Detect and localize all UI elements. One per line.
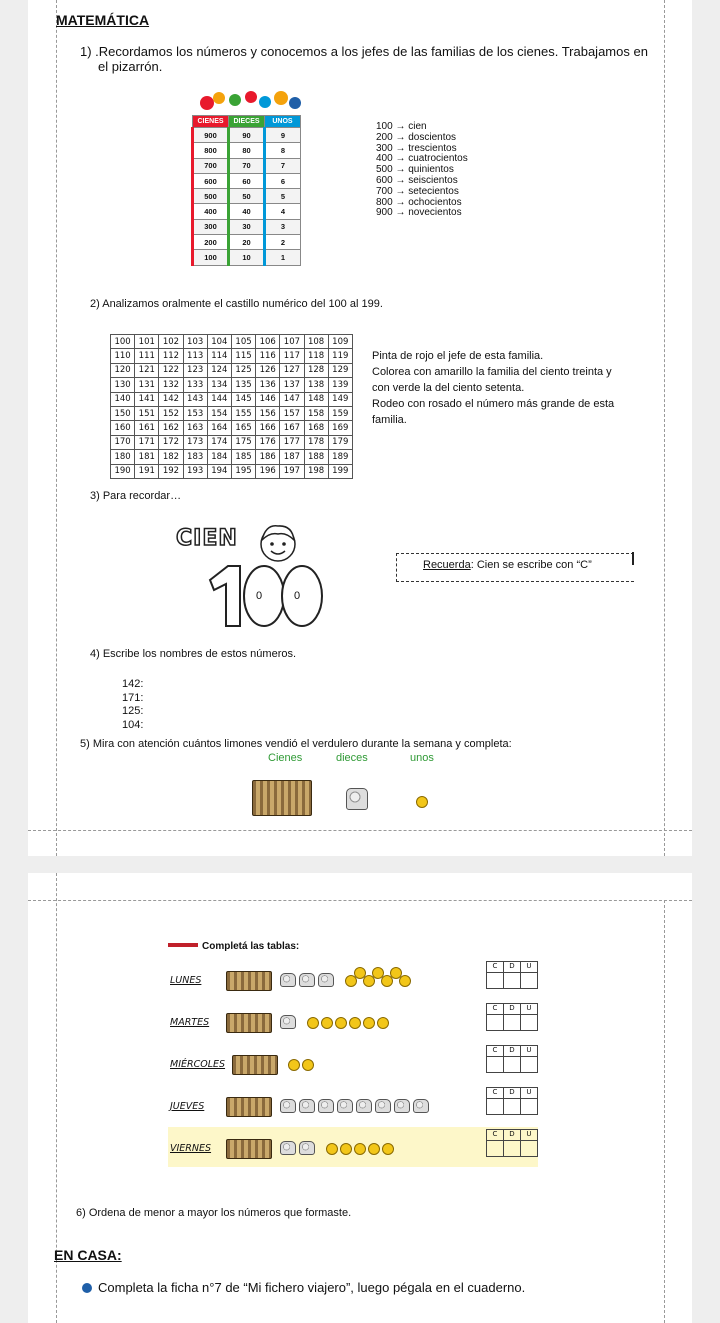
day-label: MIÉRCOLES bbox=[170, 1059, 226, 1070]
day-label: MARTES bbox=[170, 1017, 210, 1028]
lemon-icon bbox=[321, 1017, 333, 1029]
cdu-header: D bbox=[503, 1088, 520, 1099]
lemon-icon bbox=[302, 1059, 314, 1071]
instruction-line: Rodeo con rosado el número más grande de esta bbox=[372, 398, 615, 410]
abacus-cell: 700 bbox=[193, 158, 229, 173]
castle-row bbox=[111, 435, 353, 449]
pencil-icon bbox=[168, 943, 198, 947]
castle-cell[interactable]: 140 bbox=[111, 392, 135, 406]
castle-row bbox=[111, 335, 353, 349]
castle-cell[interactable]: 174 bbox=[207, 435, 231, 449]
question-2-instructions bbox=[372, 348, 614, 428]
castle-cell[interactable]: 167 bbox=[280, 421, 304, 435]
castle-cell[interactable]: 141 bbox=[135, 392, 159, 406]
castle-cell[interactable]: 197 bbox=[280, 464, 304, 478]
abacus-cell: 800 bbox=[193, 143, 229, 158]
castle-cell[interactable]: 178 bbox=[304, 435, 328, 449]
abacus-cell: 50 bbox=[229, 189, 265, 204]
lemon-bag-icon bbox=[318, 973, 334, 987]
lemon-bag-icon bbox=[280, 1015, 296, 1029]
cdu-answer-cell[interactable] bbox=[503, 973, 520, 989]
abacus-table bbox=[191, 115, 301, 266]
castle-cell[interactable]: 163 bbox=[183, 421, 207, 435]
castle-cell[interactable]: 106 bbox=[256, 335, 280, 349]
abacus-row bbox=[193, 204, 301, 219]
cdu-header: C bbox=[487, 1130, 504, 1141]
lemon-icon bbox=[288, 1059, 300, 1071]
abacus-cell: 90 bbox=[229, 128, 265, 143]
castle-cell[interactable]: 164 bbox=[207, 421, 231, 435]
abacus-cell: 200 bbox=[193, 235, 229, 250]
day-row bbox=[168, 1043, 538, 1083]
lemon-bag-icon bbox=[375, 1099, 391, 1113]
hundred-name: 300 → trescientos bbox=[376, 142, 457, 154]
decorative-beads-icon bbox=[191, 88, 305, 114]
cdu-answer-cell[interactable] bbox=[487, 973, 504, 989]
castle-cell[interactable]: 188 bbox=[304, 450, 328, 464]
abacus-row bbox=[193, 158, 301, 173]
castle-cell[interactable]: 192 bbox=[159, 464, 183, 478]
cdu-header: U bbox=[520, 1046, 537, 1057]
cdu-table bbox=[486, 961, 538, 989]
abacus-cell: 500 bbox=[193, 189, 229, 204]
castle-cell[interactable]: 107 bbox=[280, 335, 304, 349]
castle-cell[interactable]: 149 bbox=[328, 392, 352, 406]
castle-cell[interactable]: 135 bbox=[231, 378, 255, 392]
instruction-line: con verde la del ciento setenta. bbox=[372, 382, 525, 394]
cdu-header: C bbox=[487, 1004, 504, 1015]
lemon-bag-icon bbox=[280, 973, 296, 987]
hundred-name: 800 → ochocientos bbox=[376, 196, 462, 208]
abacus-row bbox=[193, 219, 301, 234]
day-row bbox=[168, 1001, 538, 1041]
castle-cell[interactable]: 194 bbox=[207, 464, 231, 478]
castle-cell[interactable]: 155 bbox=[231, 406, 255, 420]
day-label: VIERNES bbox=[170, 1143, 212, 1154]
castle-cell[interactable]: 139 bbox=[328, 378, 352, 392]
zero-label-2: 0 bbox=[294, 590, 301, 602]
cien-illustration bbox=[176, 520, 316, 632]
castle-row bbox=[111, 392, 353, 406]
instruction-line: Colorea con amarillo la familia del ciento treinta y bbox=[372, 366, 612, 378]
castle-cell[interactable]: 198 bbox=[304, 464, 328, 478]
hundred-name: 200 → doscientos bbox=[376, 131, 457, 143]
lemon-icon bbox=[307, 1017, 319, 1029]
castle-cell[interactable]: 175 bbox=[231, 435, 255, 449]
castle-cell[interactable]: 143 bbox=[183, 392, 207, 406]
castle-cell[interactable]: 165 bbox=[231, 421, 255, 435]
lemon-bag-icon bbox=[318, 1099, 334, 1113]
castle-row bbox=[111, 450, 353, 464]
abacus-cell: 8 bbox=[265, 143, 301, 158]
castle-cell[interactable]: 157 bbox=[280, 406, 304, 420]
abacus-cell: 30 bbox=[229, 219, 265, 234]
castle-cell[interactable]: 196 bbox=[256, 464, 280, 478]
lemon-icon bbox=[335, 1017, 347, 1029]
castle-cell[interactable]: 129 bbox=[328, 363, 352, 377]
lemon-icon bbox=[382, 1143, 394, 1155]
cdu-table bbox=[486, 1003, 538, 1031]
top-margin-line bbox=[28, 900, 692, 901]
hundreds-names-list bbox=[376, 122, 468, 219]
question-5-text: 5) Mira con atención cuántos limones vendió el verdulero durante la semana y completa: bbox=[80, 738, 512, 750]
castle-row bbox=[111, 378, 353, 392]
castle-cell[interactable]: 109 bbox=[328, 335, 352, 349]
abacus-illustration bbox=[191, 88, 305, 270]
castle-cell[interactable]: 185 bbox=[231, 450, 255, 464]
day-row bbox=[168, 959, 538, 999]
day-row bbox=[168, 1127, 538, 1167]
castle-cell[interactable]: 142 bbox=[159, 392, 183, 406]
castle-cell[interactable]: 121 bbox=[135, 363, 159, 377]
castle-cell[interactable]: 158 bbox=[304, 406, 328, 420]
margin-line-right bbox=[664, 0, 665, 856]
castle-cell[interactable]: 148 bbox=[304, 392, 328, 406]
castle-cell[interactable]: 173 bbox=[183, 435, 207, 449]
abacus-row bbox=[193, 235, 301, 250]
castle-cell[interactable]: 147 bbox=[280, 392, 304, 406]
lemon-crate-icon bbox=[226, 1139, 272, 1159]
lemon-bag-icon bbox=[346, 788, 368, 810]
lemon-icon bbox=[354, 1143, 366, 1155]
castle-cell[interactable]: 128 bbox=[304, 363, 328, 377]
cdu-header: D bbox=[503, 1130, 520, 1141]
lemon-icon bbox=[416, 796, 428, 808]
castle-cell[interactable]: 186 bbox=[256, 450, 280, 464]
cdu-header: C bbox=[487, 1046, 504, 1057]
instruction-line: familia. bbox=[372, 414, 407, 426]
castle-cell[interactable]: 132 bbox=[159, 378, 183, 392]
abacus-row bbox=[193, 143, 301, 158]
abacus-cell: 400 bbox=[193, 204, 229, 219]
castle-cell[interactable]: 199 bbox=[328, 464, 352, 478]
castle-cell[interactable]: 187 bbox=[280, 450, 304, 464]
recuerda-text: : Cien se escribe con “C” bbox=[470, 559, 592, 571]
castle-cell[interactable]: 145 bbox=[231, 392, 255, 406]
castle-cell[interactable]: 168 bbox=[304, 421, 328, 435]
cdu-header: U bbox=[520, 1130, 537, 1141]
hundred-name: 700 → setecientos bbox=[376, 185, 459, 197]
abacus-header-unos: UNOS bbox=[265, 116, 301, 128]
abacus-cell: 7 bbox=[265, 158, 301, 173]
castle-cell[interactable]: 111 bbox=[135, 349, 159, 363]
cdu-answer-cell[interactable] bbox=[487, 1015, 504, 1031]
lemon-crate-icon bbox=[226, 1097, 272, 1117]
lemons-table-exercise bbox=[168, 941, 538, 1163]
lemon-bag-icon bbox=[299, 1141, 315, 1155]
cdu-table bbox=[486, 1129, 538, 1157]
cdu-header: C bbox=[487, 1088, 504, 1099]
castle-cell[interactable]: 101 bbox=[135, 335, 159, 349]
lemon-crate-icon bbox=[226, 971, 272, 991]
cien-word: CIEN bbox=[176, 526, 238, 551]
cdu-header: C bbox=[487, 962, 504, 973]
castle-row bbox=[111, 349, 353, 363]
castle-cell[interactable]: 117 bbox=[280, 349, 304, 363]
castle-cell[interactable]: 169 bbox=[328, 421, 352, 435]
instruction-line: Pinta de rojo el jefe de esta familia. bbox=[372, 350, 544, 362]
castle-cell[interactable]: 133 bbox=[183, 378, 207, 392]
cdu-answer-cell[interactable] bbox=[520, 1141, 537, 1157]
header-dieces: dieces bbox=[336, 752, 368, 764]
abacus-cell: 70 bbox=[229, 158, 265, 173]
lemon-bag-icon bbox=[299, 973, 315, 987]
homework-title: EN CASA: bbox=[54, 1247, 122, 1263]
cdu-answer-cell[interactable] bbox=[520, 973, 537, 989]
castle-cell[interactable]: 172 bbox=[159, 435, 183, 449]
castle-cell[interactable]: 195 bbox=[231, 464, 255, 478]
castle-row bbox=[111, 406, 353, 420]
cdu-answer-cell[interactable] bbox=[503, 1141, 520, 1157]
castle-cell[interactable]: 161 bbox=[135, 421, 159, 435]
castle-cell[interactable]: 122 bbox=[159, 363, 183, 377]
cdu-answer-cell[interactable] bbox=[487, 1057, 504, 1073]
abacus-cell: 6 bbox=[265, 173, 301, 188]
castle-cell[interactable]: 152 bbox=[159, 406, 183, 420]
lemon-icon bbox=[377, 1017, 389, 1029]
castle-cell[interactable]: 120 bbox=[111, 363, 135, 377]
abacus-cell: 40 bbox=[229, 204, 265, 219]
cdu-answer-cell[interactable] bbox=[520, 1099, 537, 1115]
abacus-row bbox=[193, 189, 301, 204]
castle-cell[interactable]: 160 bbox=[111, 421, 135, 435]
abacus-row bbox=[193, 173, 301, 188]
lemon-icon bbox=[368, 1143, 380, 1155]
number-castle-table bbox=[110, 334, 353, 479]
castle-cell[interactable]: 156 bbox=[256, 406, 280, 420]
castle-cell[interactable]: 137 bbox=[280, 378, 304, 392]
abacus-cell: 60 bbox=[229, 173, 265, 188]
lemon-bag-icon bbox=[299, 1099, 315, 1113]
header-cienes: Cienes bbox=[268, 752, 303, 764]
castle-cell[interactable]: 171 bbox=[135, 435, 159, 449]
question-2-text: 2) Analizamos oralmente el castillo numérico del 100 al 199. bbox=[90, 298, 383, 310]
castle-cell[interactable]: 182 bbox=[159, 450, 183, 464]
castle-cell[interactable]: 151 bbox=[135, 406, 159, 420]
castle-cell[interactable]: 150 bbox=[111, 406, 135, 420]
castle-cell[interactable]: 134 bbox=[207, 378, 231, 392]
cdu-answer-cell[interactable] bbox=[487, 1141, 504, 1157]
cdu-answer-cell[interactable] bbox=[503, 1099, 520, 1115]
castle-cell[interactable]: 113 bbox=[183, 349, 207, 363]
worksheet-page-1 bbox=[28, 0, 692, 856]
lemon-crate-icon bbox=[226, 1013, 272, 1033]
abacus-cell: 100 bbox=[193, 250, 229, 265]
abacus-cell: 1 bbox=[265, 250, 301, 265]
abacus-cell: 9 bbox=[265, 128, 301, 143]
castle-row bbox=[111, 464, 353, 478]
castle-cell[interactable]: 118 bbox=[304, 349, 328, 363]
margin-line-left bbox=[56, 0, 57, 856]
recuerda-note bbox=[423, 559, 592, 571]
castle-cell[interactable]: 170 bbox=[111, 435, 135, 449]
castle-cell[interactable]: 126 bbox=[256, 363, 280, 377]
castle-cell[interactable]: 105 bbox=[231, 335, 255, 349]
hundred-name: 400 → cuatrocientos bbox=[376, 153, 468, 165]
cdu-header: U bbox=[520, 962, 537, 973]
question-3-text: 3) Para recordar… bbox=[90, 490, 182, 502]
abacus-row bbox=[193, 128, 301, 143]
castle-cell[interactable]: 183 bbox=[183, 450, 207, 464]
abacus-cell: 300 bbox=[193, 219, 229, 234]
big-100-graphic bbox=[206, 560, 324, 630]
castle-cell[interactable]: 100 bbox=[111, 335, 135, 349]
castle-cell[interactable]: 190 bbox=[111, 464, 135, 478]
cdu-table bbox=[486, 1045, 538, 1073]
castle-cell[interactable]: 124 bbox=[207, 363, 231, 377]
abacus-row bbox=[193, 250, 301, 265]
recuerda-box-mark bbox=[632, 552, 634, 565]
lemon-bag-icon bbox=[337, 1099, 353, 1113]
abacus-header-row bbox=[193, 116, 301, 128]
castle-cell[interactable]: 103 bbox=[183, 335, 207, 349]
castle-cell[interactable]: 114 bbox=[207, 349, 231, 363]
castle-cell[interactable]: 181 bbox=[135, 450, 159, 464]
castle-cell[interactable]: 130 bbox=[111, 378, 135, 392]
castle-cell[interactable]: 191 bbox=[135, 464, 159, 478]
day-label: LUNES bbox=[170, 975, 202, 986]
hundred-name: 100 → cien bbox=[376, 121, 427, 132]
abacus-cell: 20 bbox=[229, 235, 265, 250]
page-title: MATEMÁTICA bbox=[56, 12, 150, 28]
castle-cell[interactable]: 104 bbox=[207, 335, 231, 349]
castle-cell[interactable]: 116 bbox=[256, 349, 280, 363]
lemon-icon bbox=[340, 1143, 352, 1155]
lemon-crate-icon bbox=[232, 1055, 278, 1075]
lemon-bag-icon bbox=[356, 1099, 372, 1113]
castle-cell[interactable]: 131 bbox=[135, 378, 159, 392]
castle-cell[interactable]: 112 bbox=[159, 349, 183, 363]
day-row bbox=[168, 1085, 538, 1125]
castle-cell[interactable]: 123 bbox=[183, 363, 207, 377]
worksheet-page-2 bbox=[28, 873, 692, 1323]
lemon-bag-icon bbox=[280, 1141, 296, 1155]
castle-cell[interactable]: 184 bbox=[207, 450, 231, 464]
castle-cell[interactable]: 162 bbox=[159, 421, 183, 435]
abacus-cell: 10 bbox=[229, 250, 265, 265]
castle-cell[interactable]: 144 bbox=[207, 392, 231, 406]
abacus-cell: 3 bbox=[265, 219, 301, 234]
castle-cell[interactable]: 166 bbox=[256, 421, 280, 435]
castle-cell[interactable]: 177 bbox=[280, 435, 304, 449]
castle-cell[interactable]: 189 bbox=[328, 450, 352, 464]
abacus-cell: 4 bbox=[265, 204, 301, 219]
number-to-write: 171: bbox=[122, 691, 144, 704]
bullet-icon bbox=[82, 1283, 92, 1293]
lemon-icon bbox=[326, 1143, 338, 1155]
cdu-header: D bbox=[503, 1004, 520, 1015]
castle-cell[interactable]: 108 bbox=[304, 335, 328, 349]
lemon-icon bbox=[399, 975, 411, 987]
castle-row bbox=[111, 363, 353, 377]
hundred-name: 600 → seiscientos bbox=[376, 174, 458, 186]
tables-instruction: Completá las tablas: bbox=[202, 941, 300, 952]
castle-cell[interactable]: 119 bbox=[328, 349, 352, 363]
castle-cell[interactable]: 125 bbox=[231, 363, 255, 377]
cdu-table bbox=[486, 1087, 538, 1115]
header-unos: unos bbox=[410, 752, 434, 764]
lemon-bag-icon bbox=[280, 1099, 296, 1113]
question-6-text: 6) Ordena de menor a mayor los números que formaste. bbox=[76, 1207, 352, 1219]
cdu-header: U bbox=[520, 1088, 537, 1099]
abacus-cell: 2 bbox=[265, 235, 301, 250]
lemon-icon bbox=[349, 1017, 361, 1029]
castle-cell[interactable]: 154 bbox=[207, 406, 231, 420]
day-label: JUEVES bbox=[170, 1101, 205, 1112]
question-4-numbers bbox=[122, 678, 143, 732]
abacus-cell: 600 bbox=[193, 173, 229, 188]
lemon-bag-icon bbox=[413, 1099, 429, 1113]
cdu-header: U bbox=[520, 1004, 537, 1015]
cdu-answer-cell[interactable] bbox=[520, 1015, 537, 1031]
homework-text: Completa la ficha n°7 de “Mi fichero viajero”, luego pégala en el cuaderno. bbox=[98, 1280, 526, 1295]
number-to-write: 125: bbox=[122, 705, 144, 717]
abacus-header-cienes: CIENES bbox=[193, 116, 229, 128]
hundred-name: 900 → novecientos bbox=[376, 207, 462, 219]
castle-cell[interactable]: 102 bbox=[159, 335, 183, 349]
number-to-write: 104: bbox=[122, 718, 144, 731]
abacus-header-dieces: DIECES bbox=[229, 116, 265, 128]
question-4-text: 4) Escribe los nombres de estos números. bbox=[90, 648, 297, 660]
castle-cell[interactable]: 176 bbox=[256, 435, 280, 449]
lemon-icon bbox=[363, 1017, 375, 1029]
margin-line-right bbox=[664, 900, 665, 1323]
castle-row bbox=[111, 421, 353, 435]
castle-cell[interactable]: 159 bbox=[328, 406, 352, 420]
castle-cell[interactable]: 138 bbox=[304, 378, 328, 392]
cdu-answer-cell[interactable] bbox=[503, 1057, 520, 1073]
zero-label-1: 0 bbox=[256, 590, 263, 602]
number-to-write: 142: bbox=[122, 678, 144, 690]
question-1-text-2: el pizarrón. bbox=[98, 59, 163, 74]
cdu-answer-cell[interactable] bbox=[503, 1015, 520, 1031]
castle-cell[interactable]: 115 bbox=[231, 349, 255, 363]
abacus-cell: 900 bbox=[193, 128, 229, 143]
cdu-answer-cell[interactable] bbox=[487, 1099, 504, 1115]
castle-cell[interactable]: 146 bbox=[256, 392, 280, 406]
castle-cell[interactable]: 153 bbox=[183, 406, 207, 420]
castle-cell[interactable]: 127 bbox=[280, 363, 304, 377]
bottom-margin-line bbox=[28, 830, 692, 831]
question-1-text: 1) .Recordamos los números y conocemos a los jefes de las familias de los cienes. Trabajamos en bbox=[80, 44, 648, 59]
castle-cell[interactable]: 180 bbox=[111, 450, 135, 464]
recuerda-label: Recuerda bbox=[423, 559, 471, 571]
castle-cell[interactable]: 193 bbox=[183, 464, 207, 478]
cdu-header: D bbox=[503, 962, 520, 973]
cdu-header: D bbox=[503, 1046, 520, 1057]
castle-cell[interactable]: 110 bbox=[111, 349, 135, 363]
abacus-cell: 5 bbox=[265, 189, 301, 204]
lemon-crate-icon bbox=[252, 780, 312, 816]
cdu-answer-cell[interactable] bbox=[520, 1057, 537, 1073]
castle-cell[interactable]: 179 bbox=[328, 435, 352, 449]
hundred-name: 500 → quinientos bbox=[376, 164, 454, 176]
castle-cell[interactable]: 136 bbox=[256, 378, 280, 392]
abacus-cell: 80 bbox=[229, 143, 265, 158]
lemon-bag-icon bbox=[394, 1099, 410, 1113]
